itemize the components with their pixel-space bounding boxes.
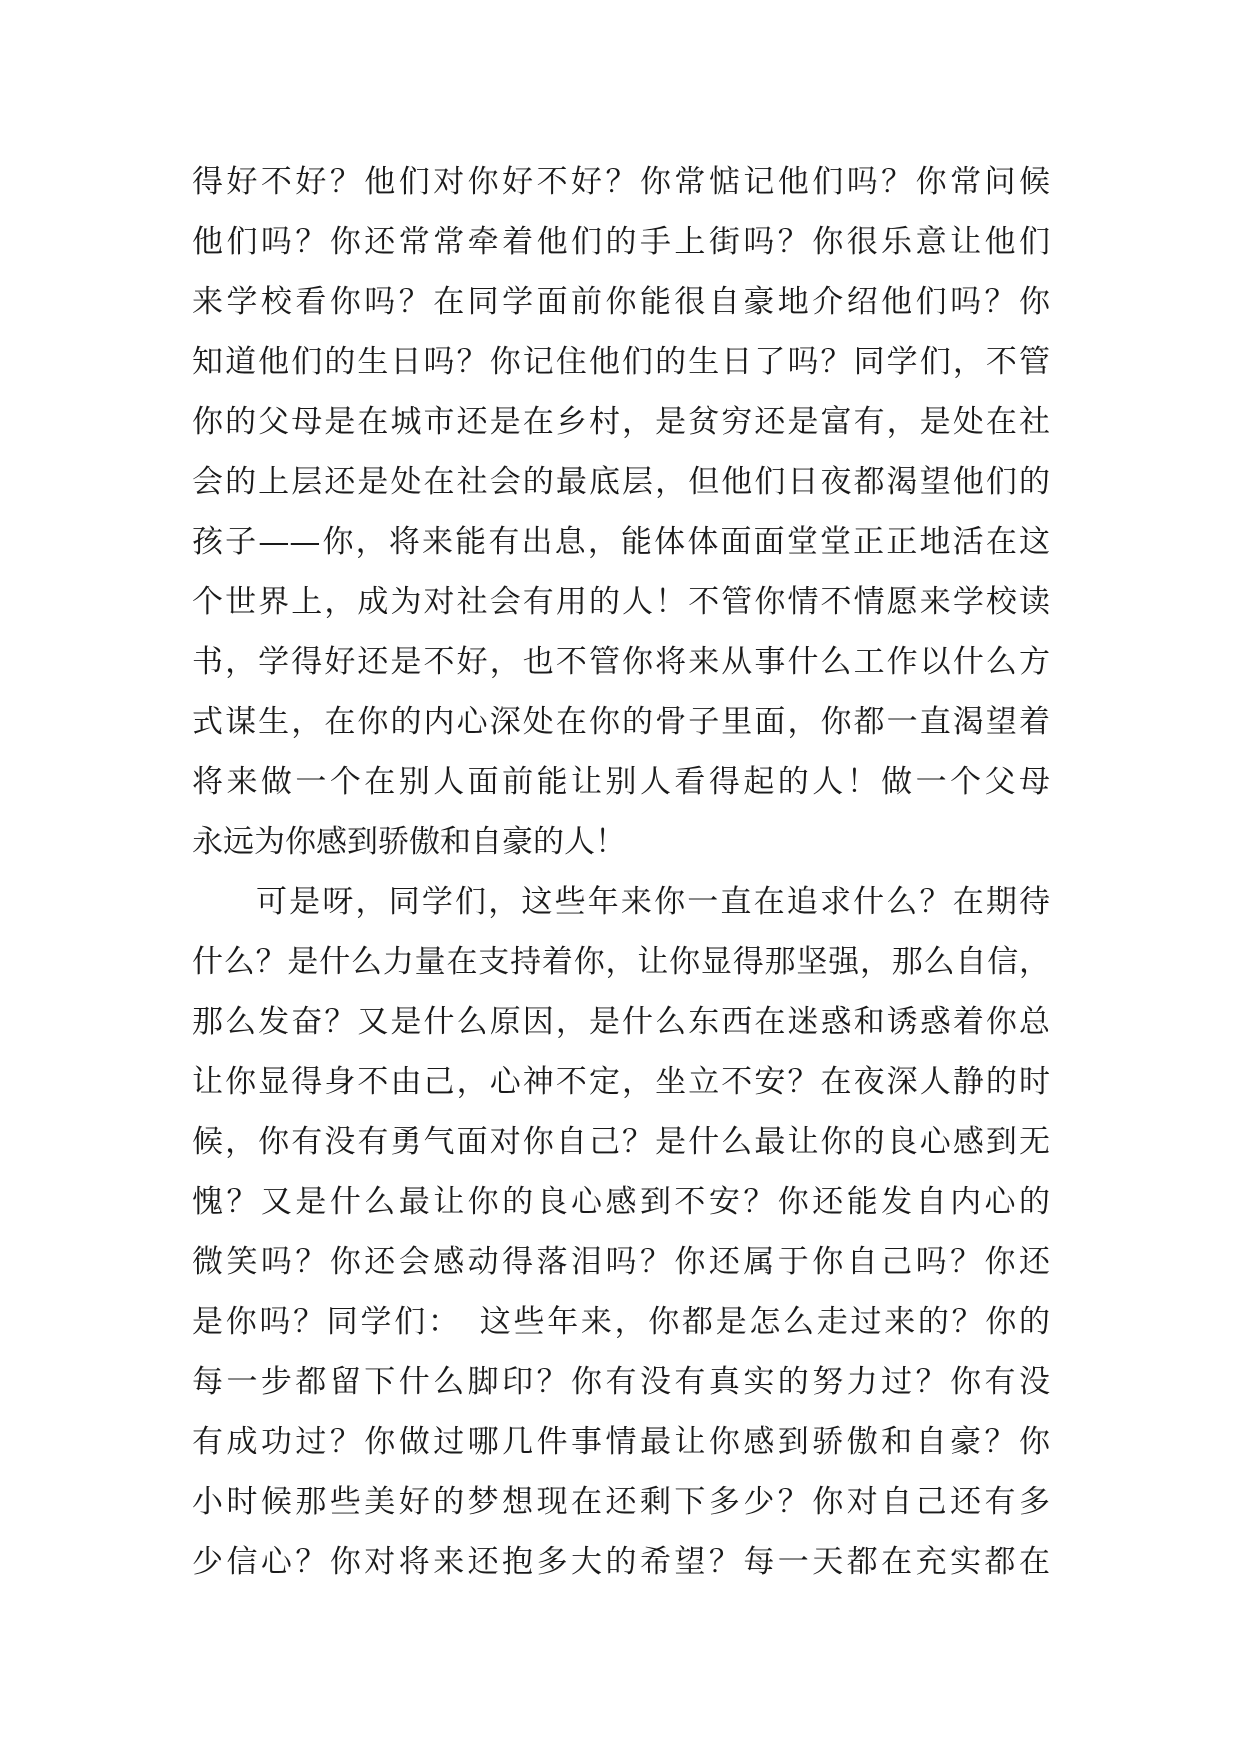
text-line: 什么？是什么力量在支持着你，让你显得那坚强，那么自信， [192,944,1050,980]
text-line: 孩子——你，将来能有出息，能体体面面堂堂正正地活在这 [192,524,1050,560]
text-line: 可是呀，同学们，这些年来你一直在追求什么？在期待 [256,884,1050,920]
body-text [192,152,1050,1592]
text-line: 得好不好？他们对你好不好？你常惦记他们吗？你常问候 [192,164,1050,200]
text-line: 书，学得好还是不好，也不管你将来从事什么工作以什么方 [192,644,1050,680]
text-line: 每一步都留下什么脚印？你有没有真实的努力过？你有没 [192,1364,1050,1400]
text-line: 小时候那些美好的梦想现在还剩下多少？你对自己还有多 [192,1484,1050,1520]
paragraph-1 [192,152,1050,872]
text-line: 式谋生，在你的内心深处在你的骨子里面，你都一直渴望着 [192,704,1050,740]
text-line: 会的上层还是处在社会的最底层，但他们日夜都渴望他们的 [192,464,1050,500]
text-line: 候，你有没有勇气面对你自己？是什么最让你的良心感到无 [192,1124,1050,1160]
text-line: 来学校看你吗？在同学面前你能很自豪地介绍他们吗？你 [192,284,1050,320]
paragraph-2 [192,872,1050,1592]
text-line: 是你吗？同学们： 这些年来，你都是怎么走过来的？你的 [192,1304,1050,1340]
text-line: 个世界上，成为对社会有用的人！不管你情不情愿来学校读 [192,584,1050,620]
text-line: 你的父母是在城市还是在乡村，是贫穷还是富有，是处在社 [192,404,1050,440]
text-line: 将来做一个在别人面前能让别人看得起的人！做一个父母 [192,764,1050,800]
text-line: 微笑吗？你还会感动得落泪吗？你还属于你自己吗？你还 [192,1244,1050,1280]
text-line: 他们吗？你还常常牵着他们的手上街吗？你很乐意让他们 [192,224,1050,260]
text-line: 让你显得身不由己，心神不定，坐立不安？在夜深人静的时 [192,1064,1050,1100]
text-line: 永远为你感到骄傲和自豪的人！ [192,824,626,860]
text-line: 那么发奋？又是什么原因，是什么东西在迷惑和诱惑着你总 [192,1004,1050,1040]
text-line: 愧？又是什么最让你的良心感到不安？你还能发自内心的 [192,1184,1050,1220]
text-line: 知道他们的生日吗？你记住他们的生日了吗？同学们，不管 [192,344,1050,380]
text-line: 有成功过？你做过哪几件事情最让你感到骄傲和自豪？你 [192,1424,1050,1460]
text-line: 少信心？你对将来还抱多大的希望？每一天都在充实都在 [192,1544,1050,1580]
